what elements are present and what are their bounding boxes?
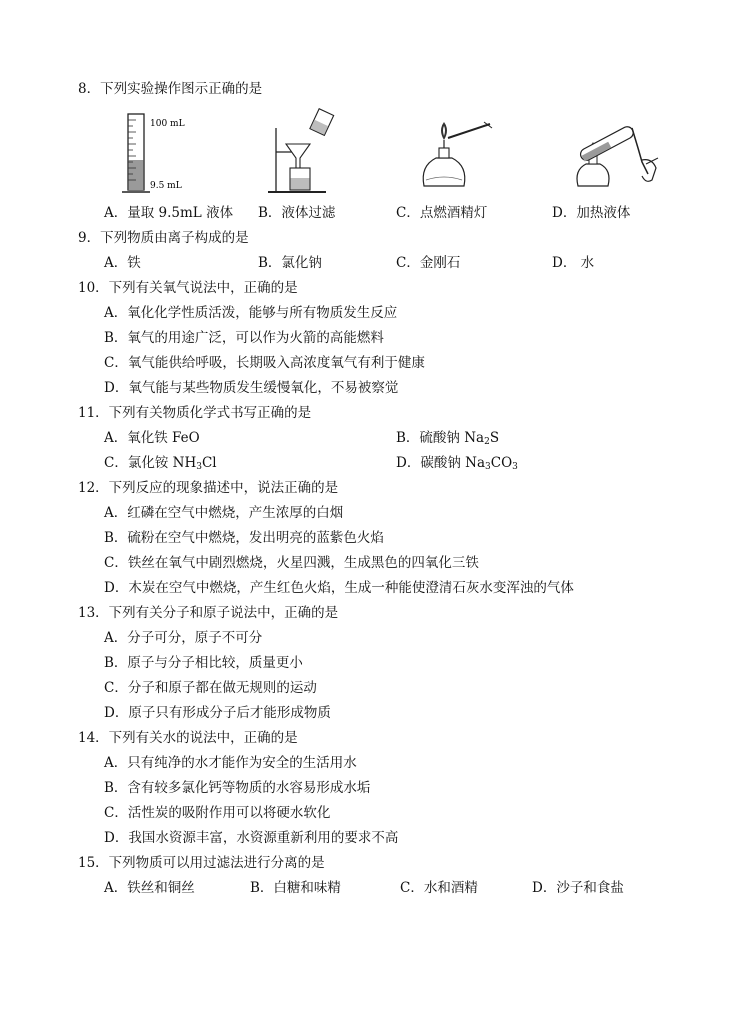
q8-option-c[interactable]: C．点燃酒精灯: [396, 205, 488, 221]
q13-option-b[interactable]: B．原子与分子相比较，质量更小: [104, 655, 303, 671]
heating-liquid-figure: [566, 114, 666, 194]
graduated-cylinder-figure: [118, 108, 208, 194]
q15-option-a[interactable]: A．铁丝和铜丝: [104, 880, 195, 896]
question-10-stem: 10．下列有关氧气说法中，正确的是: [78, 280, 298, 296]
q13-option-d[interactable]: D．原子只有形成分子后才能形成物质: [104, 705, 331, 721]
question-12-stem: 12．下列反应的现象描述中，说法正确的是: [78, 480, 339, 496]
q8-option-d[interactable]: D．加热液体: [552, 205, 631, 221]
formula-part: Na: [465, 455, 485, 471]
q11-option-b-label: B．硫酸钠: [396, 430, 465, 446]
formula-part: Na: [464, 430, 485, 446]
q11-option-d-label: D．碳酸钠: [396, 455, 466, 471]
q11-option-a-formula: FeO: [172, 430, 200, 446]
q11-option-a[interactable]: [104, 429, 200, 447]
q15-option-c[interactable]: C．水和酒精: [400, 880, 478, 896]
formula-subscript: 3: [485, 462, 491, 472]
q8-option-b[interactable]: B．液体过滤: [258, 205, 336, 221]
q13-option-c[interactable]: C．分子和原子都在做无规则的运动: [104, 680, 317, 696]
formula-part: Cl: [201, 455, 217, 471]
alcohol-lamp-lighting-figure: [414, 118, 494, 194]
formula-subscript: 3: [196, 462, 202, 472]
question-11-stem: 11．下列有关物质化学式书写正确的是: [78, 405, 312, 421]
q12-option-a[interactable]: A．红磷在空气中燃烧，产生浓厚的白烟: [104, 505, 344, 521]
q9-option-d[interactable]: D． 水: [552, 255, 595, 271]
formula-subscript: 2: [484, 437, 490, 447]
formula-part: CO: [490, 455, 513, 471]
q12-option-d[interactable]: D．木炭在空气中燃烧，产生红色火焰，生成一种能使澄清石灰水变浑浊的气体: [104, 580, 574, 596]
filtration-figure: [262, 108, 342, 194]
q10-option-c[interactable]: C．氧气能供给呼吸，长期吸入高浓度氧气有利于健康: [104, 355, 425, 371]
q15-option-d[interactable]: D．沙子和食盐: [532, 880, 624, 896]
q11-option-c-label: C．氯化铵: [104, 455, 173, 471]
q11-option-d[interactable]: [396, 454, 518, 476]
q12-option-c[interactable]: C．铁丝在氧气中剧烈燃烧，火星四溅，生成黑色的四氧化三铁: [104, 555, 479, 571]
cylinder-top-label: 100 mL: [150, 119, 185, 129]
q13-option-a[interactable]: A．分子可分，原子不可分: [104, 630, 263, 646]
q10-option-a[interactable]: A．氧化化学性质活泼，能够与所有物质发生反应: [104, 305, 398, 321]
q9-option-b[interactable]: B．氯化钠: [258, 255, 322, 271]
formula-subscript: 3: [512, 462, 518, 472]
question-15-stem: 15．下列物质可以用过滤法进行分离的是: [78, 855, 325, 871]
q11-option-b[interactable]: [396, 429, 499, 451]
q14-option-b[interactable]: B．含有较多氯化钙等物质的水容易形成水垢: [104, 780, 371, 796]
question-14-stem: 14．下列有关水的说法中，正确的是: [78, 730, 298, 746]
q14-option-d[interactable]: D．我国水资源丰富，水资源重新利用的要求不高: [104, 830, 399, 846]
q14-option-a[interactable]: A．只有纯净的水才能作为安全的生活用水: [104, 755, 357, 771]
q9-option-a[interactable]: A．铁: [104, 255, 141, 271]
question-13-stem: 13．下列有关分子和原子说法中，正确的是: [78, 605, 339, 621]
formula-part: NH: [172, 455, 197, 471]
question-8-stem: 8．下列实验操作图示正确的是: [78, 81, 263, 97]
q10-option-d[interactable]: D．氧气能与某些物质发生缓慢氧化，不易被察觉: [104, 380, 399, 396]
q11-option-c[interactable]: [104, 454, 217, 476]
q10-option-b[interactable]: B．氧气的用途广泛，可以作为火箭的高能燃料: [104, 330, 384, 346]
q8-option-a[interactable]: A．量取 9.5mL 液体: [104, 205, 234, 221]
q9-option-c[interactable]: C．金刚石: [396, 255, 461, 271]
q12-option-b[interactable]: B．硫粉在空气中燃烧，发出明亮的蓝紫色火焰: [104, 530, 384, 546]
q15-option-b[interactable]: B．白糖和味精: [250, 880, 341, 896]
q11-option-a-label: A．氧化铁: [104, 430, 173, 446]
cylinder-bottom-label: 9.5 mL: [150, 181, 182, 191]
formula-part: S: [489, 430, 500, 446]
q14-option-c[interactable]: C．活性炭的吸附作用可以将硬水软化: [104, 805, 331, 821]
question-9-stem: 9．下列物质由离子构成的是: [78, 230, 249, 246]
